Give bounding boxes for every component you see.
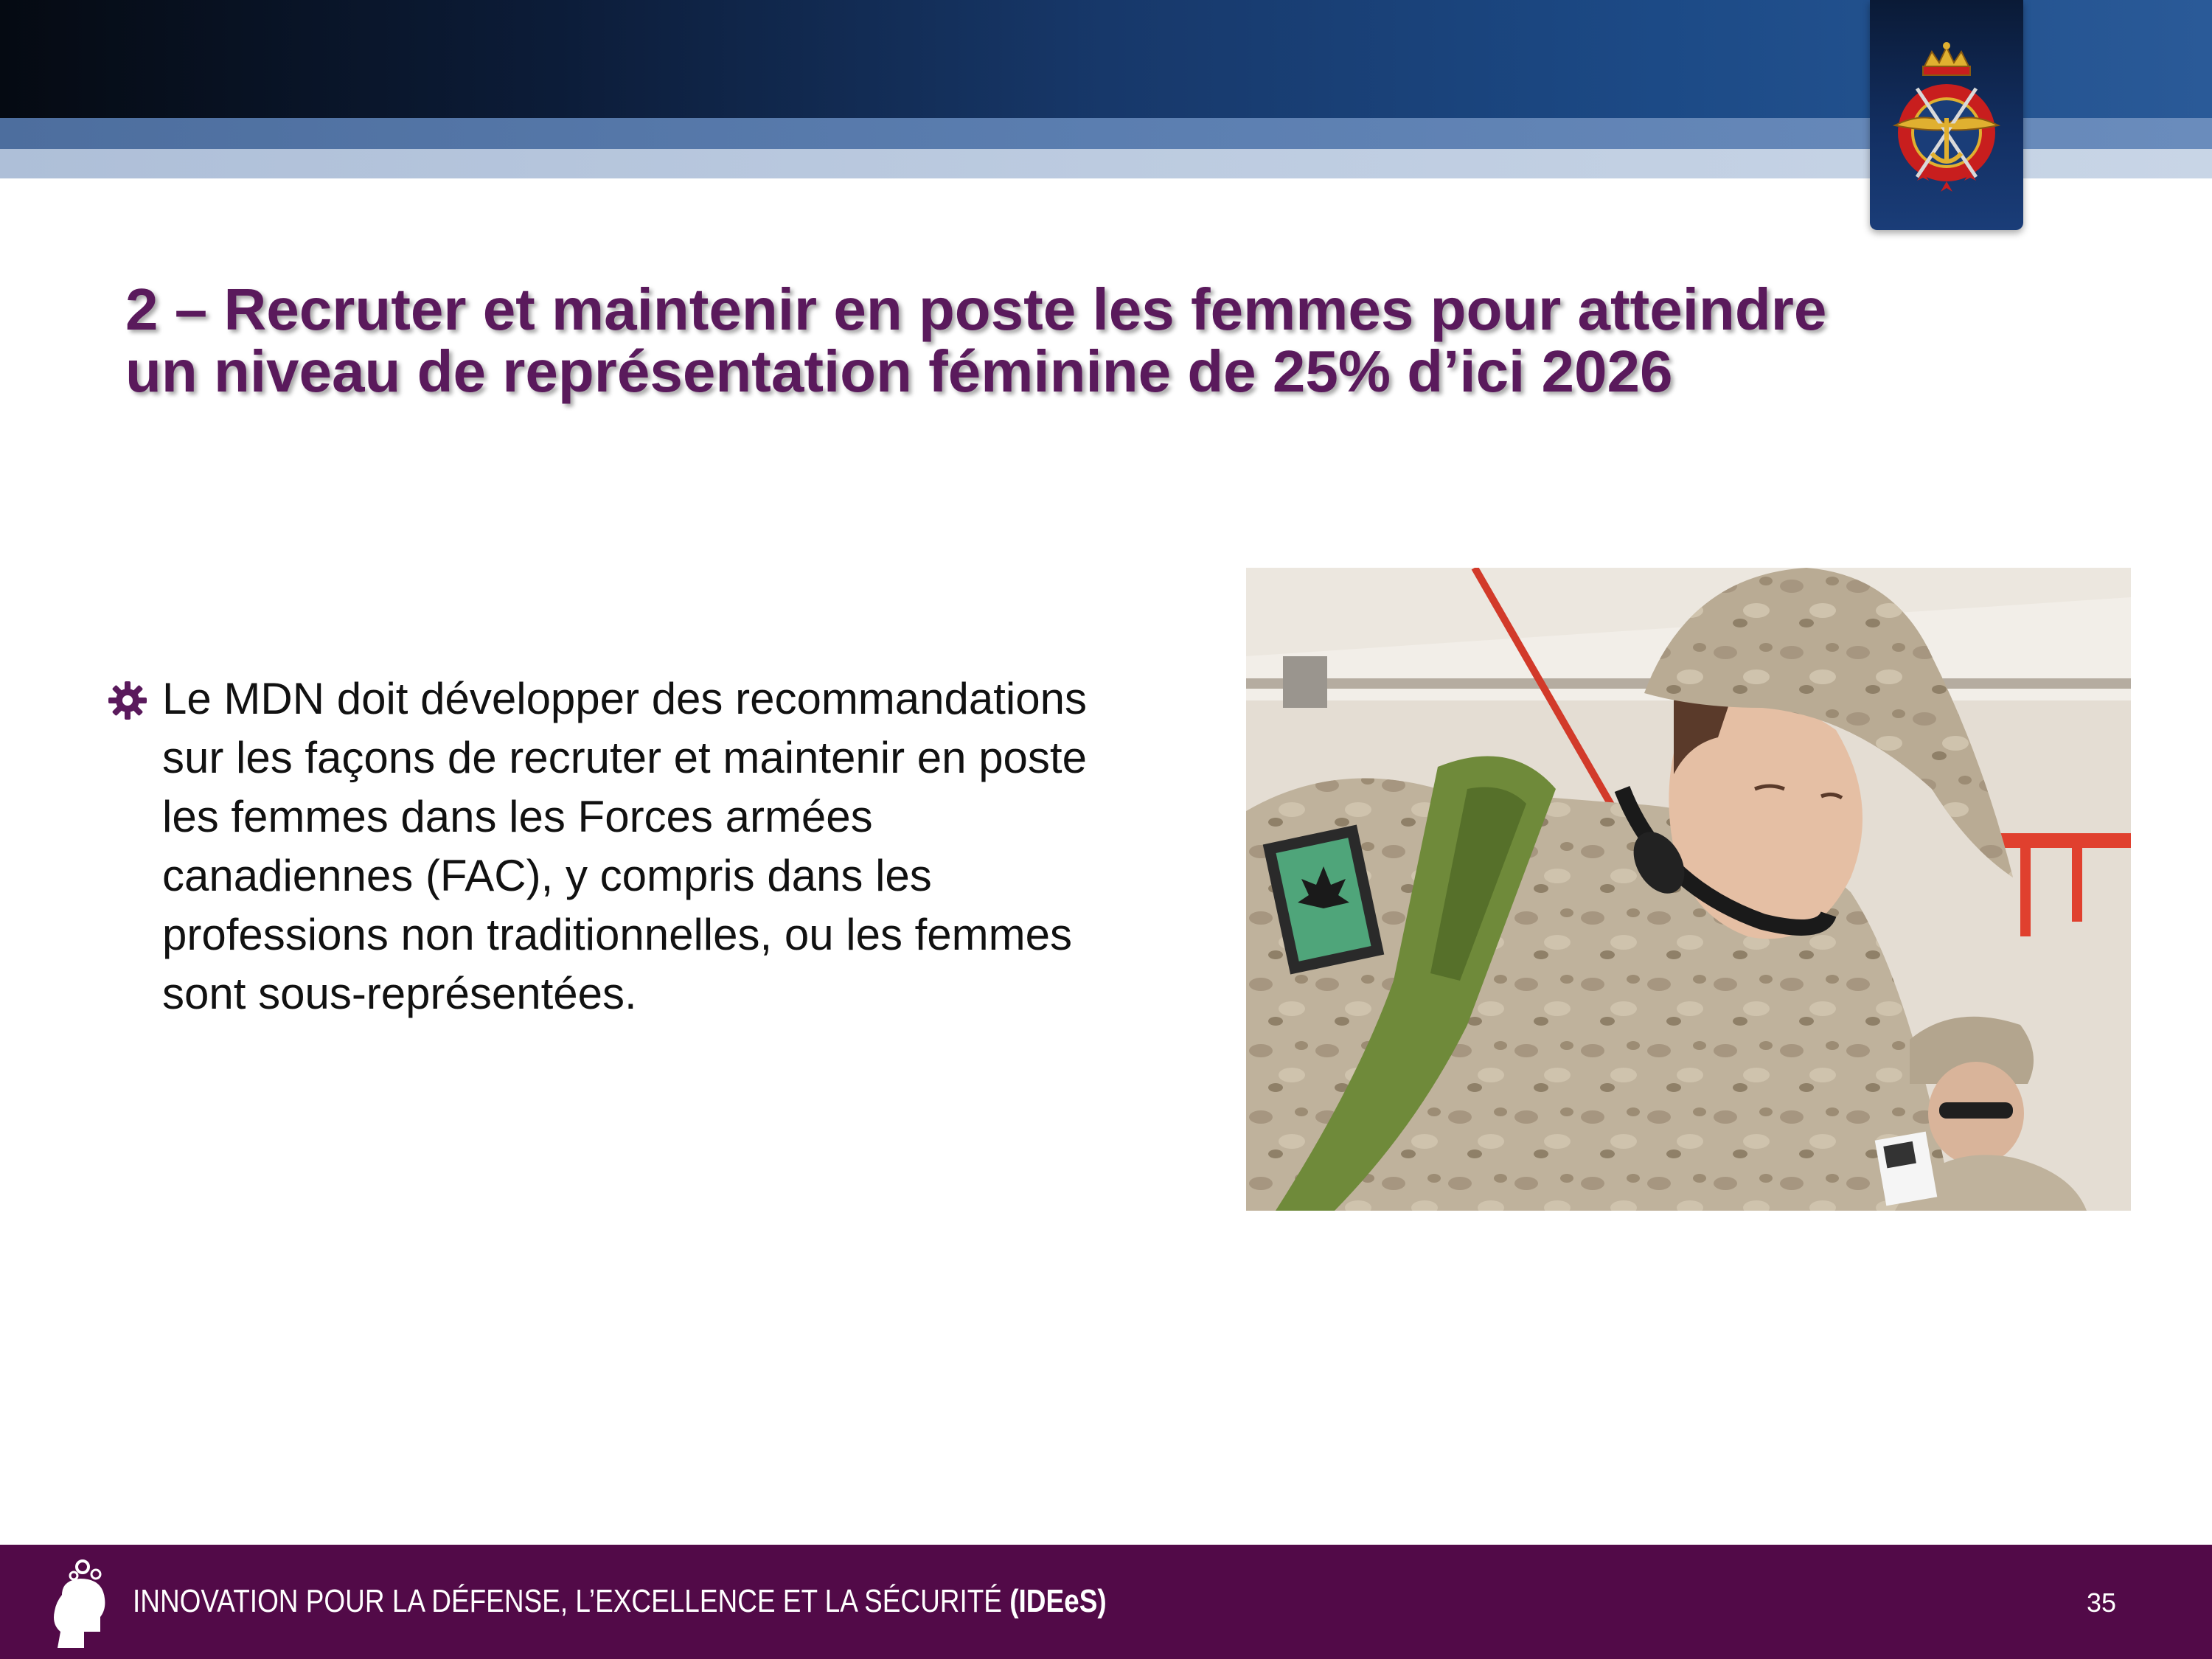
footer-text-acronym: (IDEeS): [1009, 1583, 1107, 1619]
soldier-illustration: [1246, 568, 2131, 1211]
slide-title-line-1: 2 – Recruter et maintenir en poste les femmes pour atteindre: [125, 276, 1827, 342]
soldier-photo: [1246, 568, 2131, 1211]
footer-text-main: INNOVATION POUR LA DÉFENSE, L’EXCELLENCE ET LA SÉCURITÉ: [133, 1583, 1002, 1619]
gear-bullet-icon: [107, 680, 148, 721]
footer-bar: [0, 1545, 2212, 1659]
bullet-line-6: sont sous-représentées.: [162, 969, 637, 1018]
bullet-line-5: professions non traditionnelles, ou les femmes: [162, 910, 1072, 959]
slide-title: [125, 276, 1969, 404]
caf-crest-badge: [1870, 0, 2023, 230]
bullet-line-2: sur les façons de recruter et maintenir en poste: [162, 733, 1087, 782]
bullet-text: [162, 669, 1246, 1023]
slide-title-line-2: un niveau de représentation féminine de 25% d’ici 2026: [125, 338, 1673, 404]
page-number: 35: [2086, 1587, 2116, 1618]
bullet-line-1: Le MDN doit développer des recommandations: [162, 674, 1087, 723]
bullet-line-4: canadiennes (FAC), y compris dans les: [162, 851, 932, 900]
bullet-line-3: les femmes dans les Forces armées: [162, 792, 873, 841]
ideas-head-logo-icon: [47, 1558, 118, 1652]
caf-crest-icon: [1880, 37, 2013, 206]
footer-program-name: [133, 1583, 1107, 1620]
